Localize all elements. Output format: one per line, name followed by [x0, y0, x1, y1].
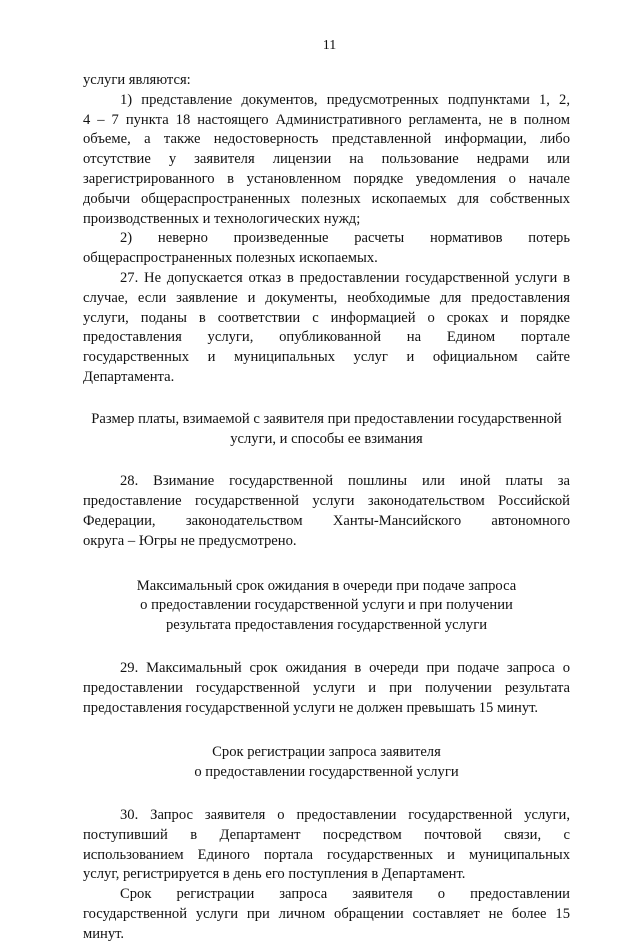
heading-line: о предоставлении государственной услуги и при получении — [140, 597, 513, 614]
text-line: общераспространенных полезных ископаемых. — [83, 250, 378, 267]
text-line: государственных и муниципальных услуг и официальном сайте — [83, 349, 570, 366]
text-line: производственных и технологических нужд; — [83, 210, 361, 227]
text-line: предоставления государственной услуги не должен превышать 15 минут. — [83, 699, 539, 716]
text-line: 2) неверно произведенные расчеты нормативов потерь — [120, 230, 570, 247]
text-line: 28. Взимание государственной пошлины или иной платы за — [120, 473, 570, 490]
text-line: услуг, регистрируется в день его поступления в Департамент. — [83, 866, 466, 883]
text-line: случае, если заявление и документы, необходимые для предоставления — [83, 289, 570, 306]
paragraph-block-b — [83, 472, 570, 551]
heading-line: Срок регистрации запроса заявителя — [212, 744, 441, 761]
paragraph-block-c — [83, 659, 570, 718]
text-line: 1) представление документов, предусмотренных подпунктами 1, 2, — [120, 91, 570, 108]
text-line: добычи общераспространенных полезных ископаемых для собственных — [83, 190, 570, 207]
text-line: Срок регистрации запроса заявителя о предоставлении — [120, 886, 570, 903]
text-line: 27. Не допускается отказ в предоставлении государственной услуги в — [120, 269, 570, 286]
heading-line: Максимальный срок ожидания в очереди при подаче запроса — [136, 577, 517, 594]
text-line: 4 – 7 пункта 18 настоящего Административного регламента, не в полном — [83, 111, 570, 128]
heading-line: результата предоставления государственной услуги — [165, 617, 488, 634]
text-line: Федерации, законодательством Ханты-Мансийского автономного — [83, 512, 570, 529]
text-line: предоставлении государственной услуги и при получении результата — [83, 679, 570, 696]
text-line: зарегистрированного в установленном порядке уведомления о начале — [83, 170, 570, 187]
text-line: государственной услуги при личном обращении составляет не более 15 — [83, 905, 570, 922]
text-line: предоставления услуги, опубликованной на Едином портале — [83, 329, 570, 346]
section-heading — [83, 577, 570, 636]
text-line: поступивший в Департамент посредством почтовой связи, с — [83, 826, 570, 843]
heading-line: Размер платы, взимаемой с заявителя при предоставлении государственной — [91, 410, 562, 427]
text-line: округа – Югры не предусмотрено. — [83, 532, 297, 549]
text-line: объеме, а также недостоверность представленной информации, либо — [83, 131, 570, 148]
section-heading — [83, 410, 570, 450]
heading-line: услуги, и способы ее взимания — [230, 430, 423, 447]
text-line: Департамента. — [83, 368, 175, 385]
text-line: услуги, поданы в соответствии с информацией о сроках и порядке — [83, 309, 570, 326]
heading-line: о предоставлении государственной услуги — [194, 764, 459, 781]
paragraph-block-d — [83, 806, 570, 944]
text-line: услуги являются: — [83, 72, 191, 88]
text-line: использованием Единого портала государственных и муниципальных — [83, 846, 570, 863]
text-line: минут. — [83, 925, 125, 942]
text-line: 29. Максимальный срок ожидания в очереди при подаче запроса о — [120, 659, 570, 676]
section-heading — [83, 743, 570, 783]
text-line: отсутствие у заявителя лицензии на пользование недрами или — [83, 151, 570, 168]
text-line: 30. Запрос заявителя о предоставлении государственной услуги, — [120, 806, 570, 823]
text-line: предоставление государственной услуги законодательством Российской — [83, 493, 570, 510]
paragraph-block-a — [83, 71, 570, 388]
page-number: 11 — [322, 38, 337, 53]
